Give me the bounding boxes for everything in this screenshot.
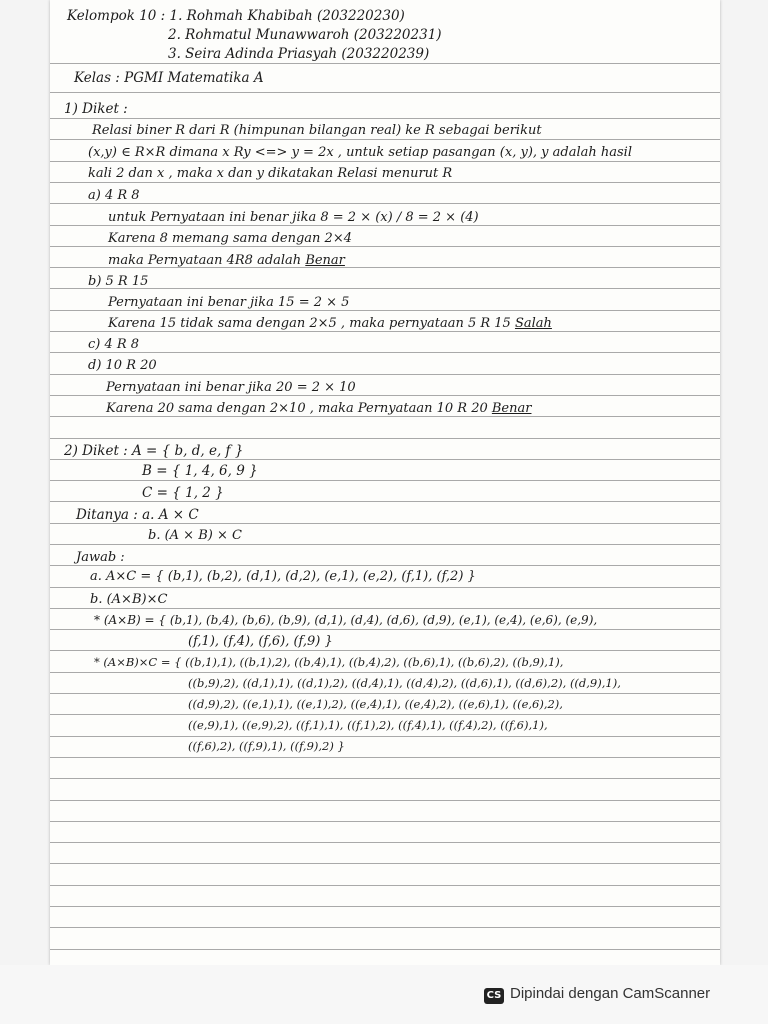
ruled-line <box>50 714 720 715</box>
axb-line-1: * (A×B) = { (b,1), (b,4), (b,6), (b,9), (d,1), (d,4), (d,6), (d,9), (e,1), (e,4), (e,6), (e,9), <box>94 613 598 627</box>
ruled-line <box>50 523 720 524</box>
axbxc-line-3: ((d,9),2), ((e,1),1), ((e,1),2), ((e,4),1), ((e,4),2), ((e,6),1), ((e,6),2), <box>188 697 563 711</box>
part-b-answer: Salah <box>514 316 552 331</box>
axbxc-line-2: ((b,9),2), ((d,1),1), ((d,1),2), ((d,4),1), ((d,4),2), ((d,6),1), ((d,6),2), ((d,9),1), <box>188 676 621 690</box>
ruled-line <box>50 374 720 375</box>
part-a-line-1: untuk Pernyataan ini benar jika 8 = 2 × (x) / 8 = 2 × (4) <box>108 210 479 225</box>
part-d-line-1: Pernyataan ini benar jika 20 = 2 × 10 <box>106 380 356 395</box>
axbxc-line-1: * (A×B)×C = { ((b,1),1), ((b,1),2), ((b,4),1), ((b,4),2), ((b,6),1), ((b,6),2), ((b,9),1), <box>94 655 564 669</box>
ruled-line <box>50 438 720 439</box>
ruled-line <box>50 650 720 651</box>
problem-1-desc-1: Relasi biner R dari R (himpunan bilangan real) ke R sebagai berikut <box>92 123 542 138</box>
ruled-line <box>50 757 720 758</box>
ruled-line <box>50 608 720 609</box>
ruled-line <box>50 544 720 545</box>
problem-1-heading: 1) Diket : <box>64 101 128 117</box>
jawab-heading: Jawab : <box>76 550 125 565</box>
ruled-line <box>50 800 720 801</box>
problem-1-desc-3: kali 2 dan x , maka x dan y dikatakan Relasi menurut R <box>88 166 453 181</box>
part-b-label: b) 5 R 15 <box>88 274 149 289</box>
problem-1-desc-2: (x,y) ∈ R×R dimana x Ry <=> y = 2x , untuk setiap pasangan (x, y), y adalah hasil <box>88 145 632 160</box>
part-a-line-3 <box>108 253 345 269</box>
ruled-line <box>50 693 720 694</box>
ruled-line <box>50 949 720 950</box>
ruled-line <box>50 459 720 460</box>
part-b-line-2 <box>108 316 552 332</box>
part-d-label: d) 10 R 20 <box>88 358 157 373</box>
axbxc-line-4: ((e,9),1), ((e,9),2), ((f,1),1), ((f,1),2), ((f,4),1), ((f,4),2), ((f,6),1), <box>188 718 548 732</box>
group-members-line-2: 2. Rohmatul Munawwaroh (203220231) <box>168 27 442 43</box>
axbxc-line-5: ((f,6),2), ((f,9),1), ((f,9),2) } <box>188 739 345 753</box>
part-d-answer: Benar <box>491 401 532 416</box>
ruled-line <box>50 736 720 737</box>
part-b-line-1: Pernyataan ini benar jika 15 = 2 × 5 <box>108 295 350 310</box>
part-a-conclusion: maka Pernyataan 4R8 adalah <box>108 253 306 268</box>
ruled-line <box>50 92 720 93</box>
ruled-line <box>50 565 720 566</box>
part-d-line-2 <box>106 401 531 417</box>
ruled-line <box>50 885 720 886</box>
ditanya-b: b. (A × B) × C <box>148 528 242 543</box>
ruled-line <box>50 63 720 64</box>
ruled-line <box>50 139 720 140</box>
ruled-line <box>50 118 720 119</box>
ruled-line <box>50 288 720 289</box>
axb-line-2: (f,1), (f,4), (f,6), (f,9) } <box>188 634 333 649</box>
class-line: Kelas : PGMI Matematika A <box>74 70 264 86</box>
ruled-line <box>50 927 720 928</box>
ruled-line <box>50 352 720 353</box>
ditanya-a: Ditanya : a. A × C <box>76 507 199 523</box>
ruled-line <box>50 182 720 183</box>
group-members-line-1: Kelompok 10 : 1. Rohmah Khabibah (203220230) <box>67 8 405 24</box>
ruled-line <box>50 501 720 502</box>
part-d-conclusion: Karena 20 sama dengan 2×10 , maka Pernyataan 10 R 20 <box>106 401 492 416</box>
ruled-line <box>50 480 720 481</box>
ruled-line <box>50 906 720 907</box>
ruled-line <box>50 161 720 162</box>
answer-a: a. A×C = { (b,1), (b,2), (d,1), (d,2), (e,1), (e,2), (f,1), (f,2) } <box>90 569 476 584</box>
ruled-line <box>50 778 720 779</box>
problem-2-set-a: 2) Diket : A = { b, d, e, f } <box>64 443 244 459</box>
part-a-label: a) 4 R 8 <box>88 188 140 203</box>
ruled-line <box>50 587 720 588</box>
ruled-line <box>50 203 720 204</box>
part-a-line-2: Karena 8 memang sama dengan 2×4 <box>108 231 352 246</box>
problem-2-set-c: C = { 1, 2 } <box>142 485 224 501</box>
camscanner-watermark: Dipindai dengan CamScanner <box>510 985 711 1002</box>
notebook-page <box>50 0 720 965</box>
ruled-line <box>50 821 720 822</box>
camscanner-logo-icon: CS <box>484 988 504 1004</box>
group-members-line-3: 3. Seira Adinda Priasyah (203220239) <box>168 46 430 62</box>
part-c-label: c) 4 R 8 <box>88 337 140 352</box>
ruled-line <box>50 672 720 673</box>
problem-2-set-b: B = { 1, 4, 6, 9 } <box>142 463 258 479</box>
ruled-line <box>50 863 720 864</box>
part-b-conclusion: Karena 15 tidak sama dengan 2×5 , maka pernyataan 5 R 15 <box>108 316 515 331</box>
answer-b-label: b. (A×B)×C <box>90 592 168 607</box>
ruled-line <box>50 629 720 630</box>
part-a-answer: Benar <box>305 253 345 268</box>
ruled-line <box>50 842 720 843</box>
